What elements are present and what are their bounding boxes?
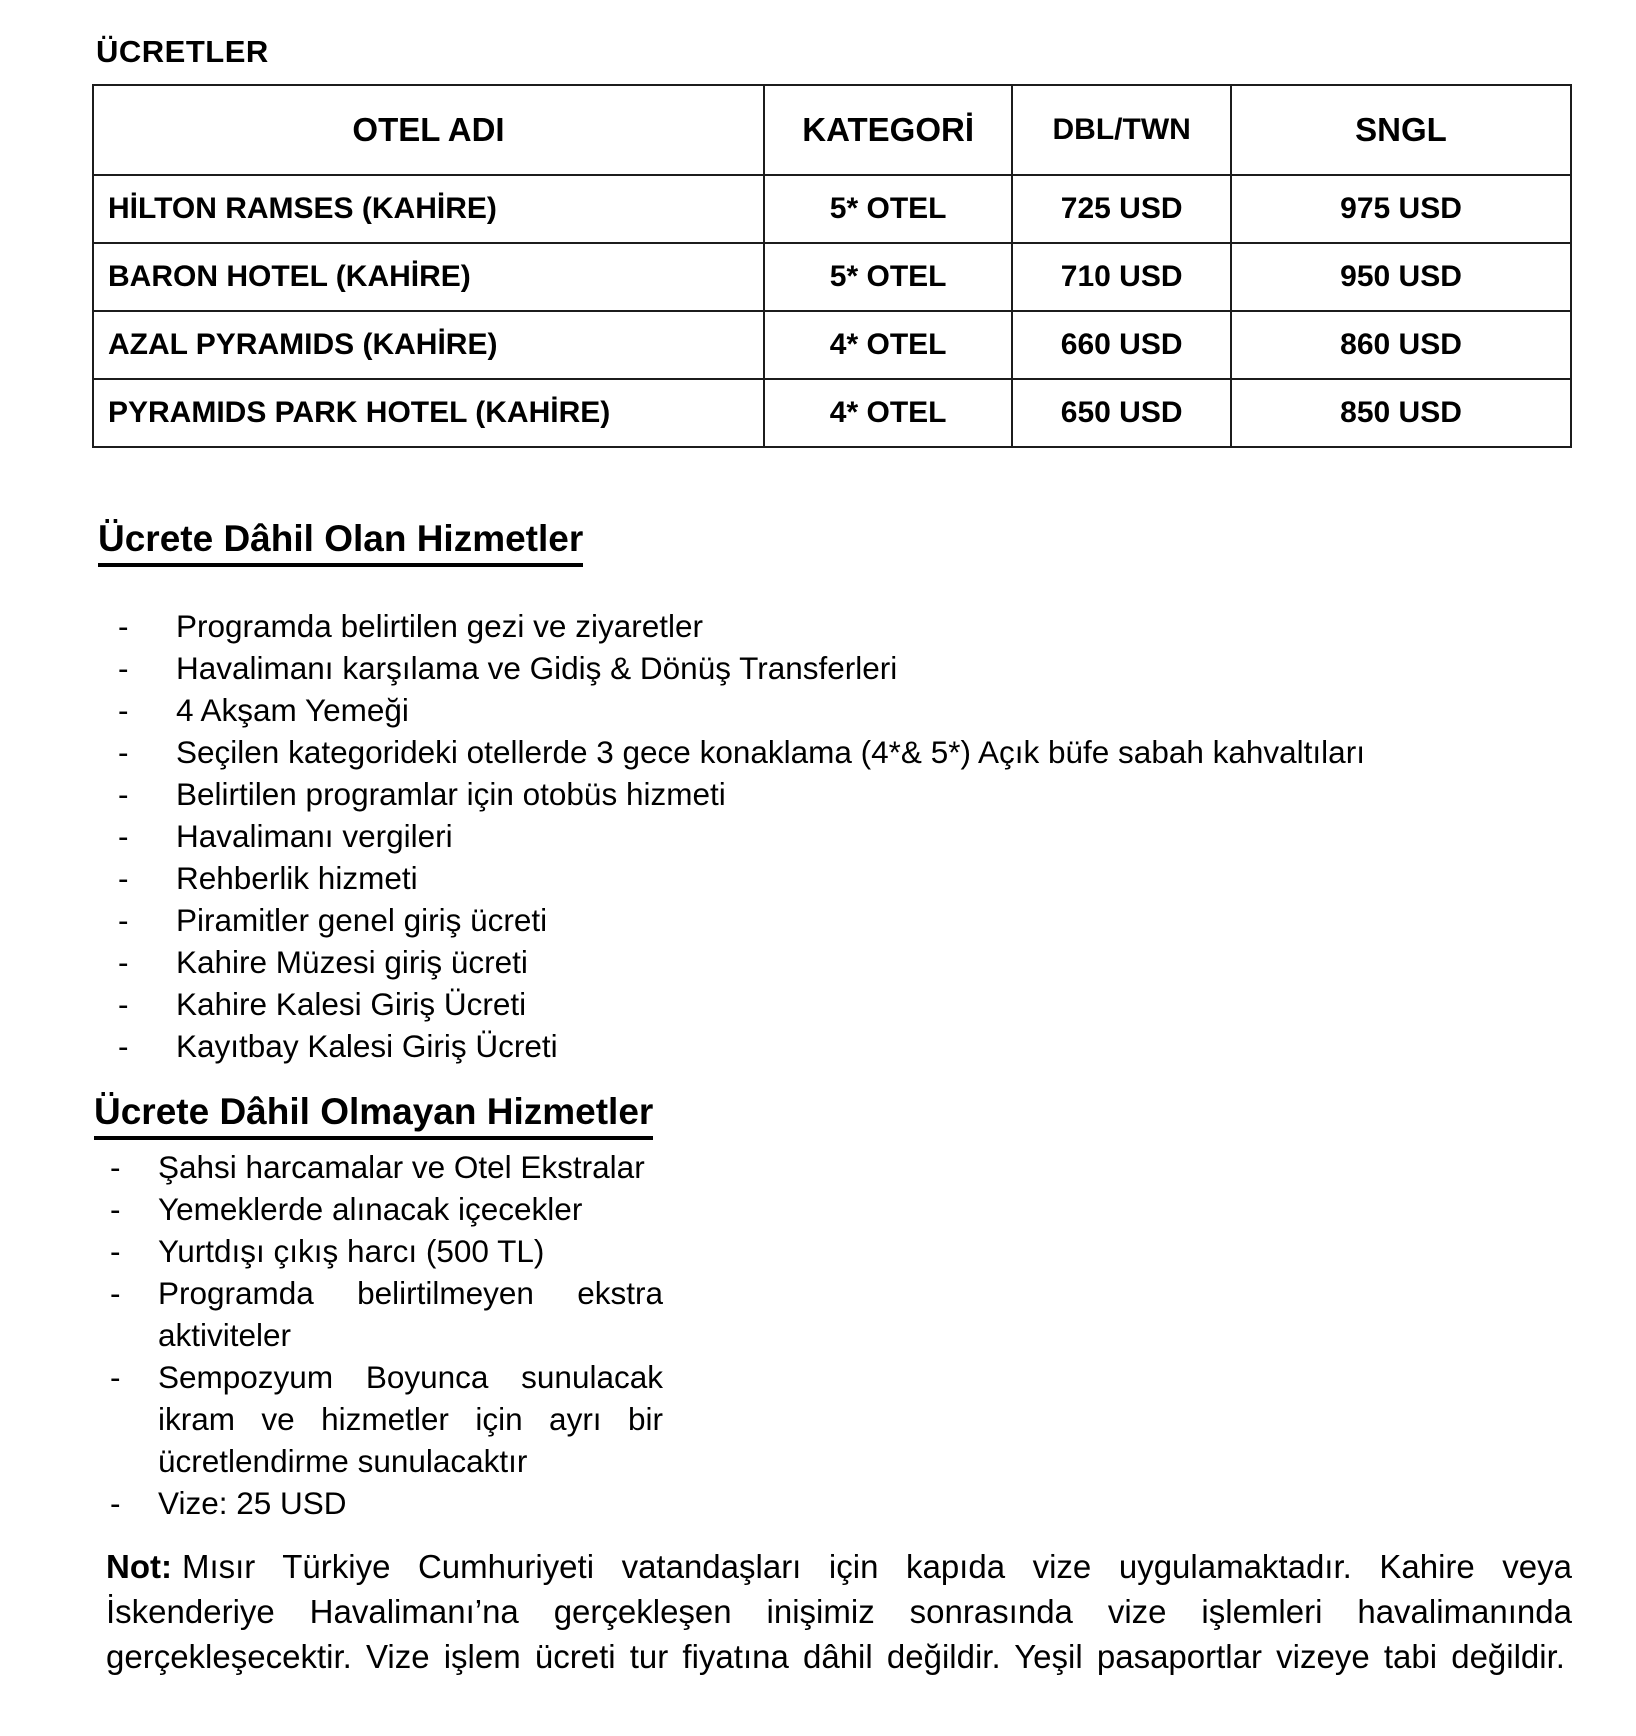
dash-bullet: - <box>110 1485 121 1521</box>
service-item: - Yemeklerde alınacak içecekler <box>92 1188 1572 1230</box>
dash-bullet: - <box>110 1191 121 1227</box>
service-item: - Sempozyum Boyunca sunulacak ikram ve hizmetler için ayrı bir ücretlendirme sunulacaktır <box>92 1356 1572 1482</box>
service-item: - 4 Akşam Yemeği <box>92 689 1572 731</box>
col-header-category: KATEGORİ <box>764 85 1012 175</box>
dash-bullet: - <box>110 1233 121 1269</box>
sngl-price-cell: 975 USD <box>1231 175 1571 243</box>
dash-bullet: - <box>118 860 129 896</box>
included-services-list <box>92 605 1572 1067</box>
table-row <box>93 311 1571 379</box>
service-item: - Programda belirtilmeyen ekstra aktiviteler <box>92 1272 1572 1356</box>
dash-bullet: - <box>118 1028 129 1064</box>
dash-bullet: - <box>110 1275 121 1311</box>
col-header-hotel-name: OTEL ADI <box>93 85 764 175</box>
included-services-heading: Ücrete Dâhil Olan Hizmetler <box>98 518 1572 567</box>
service-item: - Yurtdışı çıkış harcı (500 TL) <box>92 1230 1572 1272</box>
table-row <box>93 243 1571 311</box>
service-item: - Rehberlik hizmeti <box>92 857 1572 899</box>
dash-bullet: - <box>118 818 129 854</box>
document-page <box>92 34 1572 1679</box>
dash-bullet: - <box>118 692 129 728</box>
hotel-name-cell: BARON HOTEL (KAHİRE) <box>93 243 764 311</box>
service-item: - Kahire Kalesi Giriş Ücreti <box>92 983 1572 1025</box>
col-header-dbl-twn: DBL/TWN <box>1012 85 1231 175</box>
dash-bullet: - <box>110 1359 121 1395</box>
table-row <box>93 175 1571 243</box>
service-item: - Belirtilen programlar için otobüs hizmeti <box>92 773 1572 815</box>
category-cell: 4* OTEL <box>764 311 1012 379</box>
service-item: - Şahsi harcamalar ve Otel Ekstralar <box>92 1146 1572 1188</box>
sngl-price-cell: 860 USD <box>1231 311 1571 379</box>
dash-bullet: - <box>118 776 129 812</box>
service-item: - Havalimanı karşılama ve Gidiş & Dönüş Transferleri <box>92 647 1572 689</box>
sngl-price-cell: 950 USD <box>1231 243 1571 311</box>
service-item: - Seçilen kategorideki otellerde 3 gece konaklama (4*& 5*) Açık büfe sabah kahvaltıları <box>92 731 1572 773</box>
hotel-name-cell: HİLTON RAMSES (KAHİRE) <box>93 175 764 243</box>
col-header-sngl: SNGL <box>1231 85 1571 175</box>
service-item: - Piramitler genel giriş ücreti <box>92 899 1572 941</box>
service-item: - Kayıtbay Kalesi Giriş Ücreti <box>92 1025 1572 1067</box>
dbl-twn-price-cell: 650 USD <box>1012 379 1231 447</box>
hotel-name-cell: PYRAMIDS PARK HOTEL (KAHİRE) <box>93 379 764 447</box>
dash-bullet: - <box>110 1149 121 1185</box>
hotel-name-cell: AZAL PYRAMIDS (KAHİRE) <box>93 311 764 379</box>
note-label: Not: <box>106 1548 172 1585</box>
category-cell: 5* OTEL <box>764 175 1012 243</box>
service-item: - Kahire Müzesi giriş ücreti <box>92 941 1572 983</box>
dash-bullet: - <box>118 902 129 938</box>
category-cell: 4* OTEL <box>764 379 1012 447</box>
service-item: - Programda belirtilen gezi ve ziyaretler <box>92 605 1572 647</box>
category-cell: 5* OTEL <box>764 243 1012 311</box>
dash-bullet: - <box>118 944 129 980</box>
service-item: - Vize: 25 USD <box>92 1482 1572 1524</box>
dbl-twn-price-cell: 710 USD <box>1012 243 1231 311</box>
dbl-twn-price-cell: 660 USD <box>1012 311 1231 379</box>
sngl-price-cell: 850 USD <box>1231 379 1571 447</box>
note-text: Mısır Türkiye Cumhuriyeti vatandaşları için kapıda vize uygulamaktadır. Kahire veya İskenderiye Havalimanı’na gerçekleşen inişimiz sonrasında vize işlemleri havalimanında gerçekleşecektir. Vize işlem ücreti tur fiyatına dâhil değildir. Yeşil pasaportlar vizeye tabi değildir. <box>106 1548 1572 1675</box>
dash-bullet: - <box>118 986 129 1022</box>
table-row <box>93 379 1571 447</box>
excluded-services-list <box>92 1146 1572 1524</box>
dbl-twn-price-cell: 725 USD <box>1012 175 1231 243</box>
hotel-price-table <box>92 84 1572 448</box>
service-item: - Havalimanı vergileri <box>92 815 1572 857</box>
dash-bullet: - <box>118 734 129 770</box>
page-title: ÜCRETLER <box>96 34 269 69</box>
table-header-row <box>93 85 1571 175</box>
dash-bullet: - <box>118 650 129 686</box>
excluded-services-heading: Ücrete Dâhil Olmayan Hizmetler <box>94 1091 1572 1140</box>
visa-note <box>92 1544 1572 1679</box>
dash-bullet: - <box>118 608 129 644</box>
